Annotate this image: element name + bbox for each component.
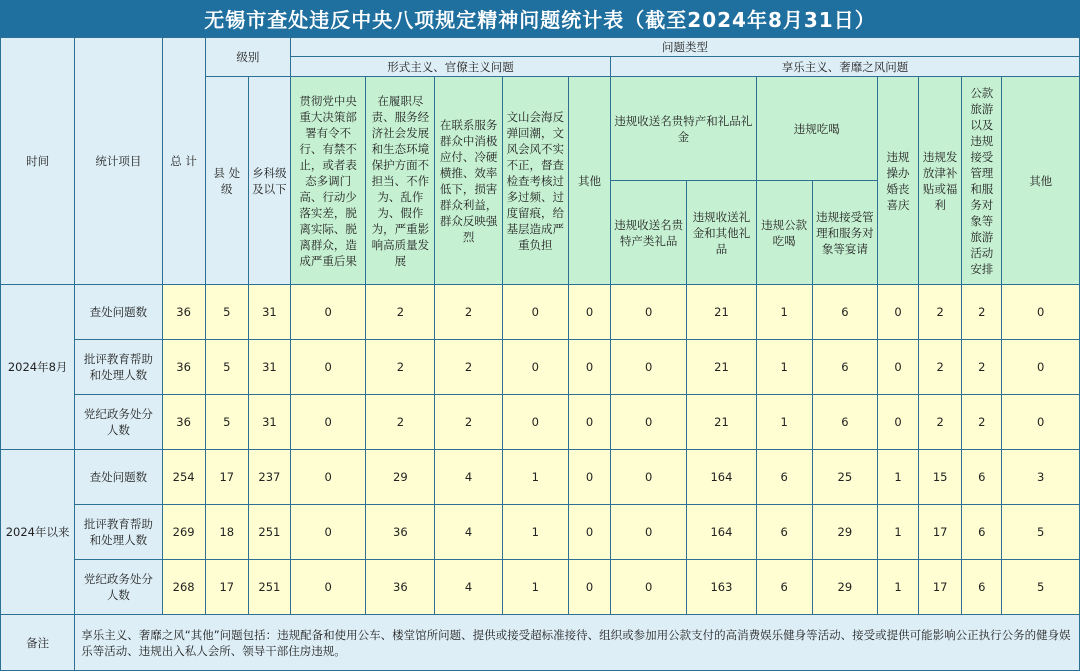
cell: 251 <box>248 560 290 615</box>
cell: 0 <box>1002 340 1080 395</box>
note-label: 备注 <box>1 615 75 671</box>
cell: 0 <box>611 560 687 615</box>
header-formalism-2: 在履职尽责、服务经济社会发展和生态环境保护方面不担当、不作为、乱作为、假作为，严重影响高质量发展 <box>366 77 435 285</box>
cell: 36 <box>162 285 205 340</box>
cell: 31 <box>248 285 290 340</box>
cell: 17 <box>919 505 962 560</box>
cell: 2 <box>962 395 1002 450</box>
cell: 1 <box>877 505 918 560</box>
cell: 2 <box>435 340 502 395</box>
header-formalism-other: 其他 <box>568 77 610 285</box>
cell: 29 <box>366 450 435 505</box>
cell: 2 <box>919 395 962 450</box>
cell: 0 <box>611 285 687 340</box>
header-wedding: 违规操办婚丧喜庆 <box>877 77 918 285</box>
header-hedonism-other: 其他 <box>1002 77 1080 285</box>
cell: 254 <box>162 450 205 505</box>
row-item: 批评教育帮助和处理人数 <box>75 505 162 560</box>
cell: 6 <box>756 505 812 560</box>
cell: 4 <box>435 450 502 505</box>
period-label: 2024年以来 <box>1 450 75 615</box>
cell: 6 <box>812 395 877 450</box>
cell: 0 <box>568 505 610 560</box>
cell: 5 <box>1002 505 1080 560</box>
header-formalism-1: 贯彻党中央重大决策部署有令不行、有禁不止，或者表态多调门高、行动少落实差，脱离实际、脱离群众，造成严重后果 <box>290 77 365 285</box>
cell: 21 <box>687 395 756 450</box>
row-item: 查处问题数 <box>75 450 162 505</box>
cell: 3 <box>1002 450 1080 505</box>
header-formalism-3: 在联系服务群众中消极应付、冷硬横推、效率低下，损害群众利益，群众反映强烈 <box>435 77 502 285</box>
cell: 2 <box>435 395 502 450</box>
header-allowance: 违规发放津补贴或福利 <box>919 77 962 285</box>
cell: 0 <box>877 340 918 395</box>
table-row <box>1 285 1080 340</box>
table-row <box>1 505 1080 560</box>
cell: 31 <box>248 340 290 395</box>
cell: 1 <box>877 450 918 505</box>
cell: 0 <box>290 450 365 505</box>
statistics-table <box>0 37 1080 671</box>
cell: 0 <box>290 285 365 340</box>
cell: 269 <box>162 505 205 560</box>
cell: 25 <box>812 450 877 505</box>
header-level: 级别 <box>205 38 290 77</box>
cell: 2 <box>919 285 962 340</box>
cell: 2 <box>962 340 1002 395</box>
cell: 0 <box>568 285 610 340</box>
cell: 164 <box>687 450 756 505</box>
cell: 0 <box>290 395 365 450</box>
table-title: 无锡市查处违反中央八项规定精神问题统计表（截至2024年8月31日） <box>0 0 1080 37</box>
cell: 36 <box>162 340 205 395</box>
header-problem-type: 问题类型 <box>290 38 1079 57</box>
cell: 17 <box>919 560 962 615</box>
header-gift-specialty: 违规收送名贵特产类礼品 <box>611 181 687 285</box>
header-dining-banquet: 违规接受管理和服务对象等宴请 <box>812 181 877 285</box>
cell: 0 <box>611 395 687 450</box>
cell: 6 <box>756 450 812 505</box>
cell: 36 <box>366 505 435 560</box>
cell: 0 <box>568 395 610 450</box>
cell: 0 <box>568 560 610 615</box>
cell: 2 <box>435 285 502 340</box>
cell: 29 <box>812 505 877 560</box>
header-township: 乡科级及以下 <box>248 77 290 285</box>
cell: 31 <box>248 395 290 450</box>
cell: 1 <box>756 285 812 340</box>
cell: 0 <box>1002 285 1080 340</box>
header-item: 统计项目 <box>75 38 162 285</box>
cell: 0 <box>877 285 918 340</box>
cell: 2 <box>919 340 962 395</box>
cell: 164 <box>687 505 756 560</box>
cell: 5 <box>205 340 248 395</box>
cell: 6 <box>962 505 1002 560</box>
header-county: 县 处级 <box>205 77 248 285</box>
row-item: 党纪政务处分人数 <box>75 395 162 450</box>
cell: 18 <box>205 505 248 560</box>
header-total: 总 计 <box>162 38 205 285</box>
cell: 1 <box>756 340 812 395</box>
cell: 6 <box>812 340 877 395</box>
cell: 0 <box>611 450 687 505</box>
cell: 17 <box>205 450 248 505</box>
cell: 6 <box>812 285 877 340</box>
cell: 0 <box>290 340 365 395</box>
cell: 2 <box>366 285 435 340</box>
table-row <box>1 340 1080 395</box>
table-row <box>1 450 1080 505</box>
cell: 36 <box>162 395 205 450</box>
cell: 17 <box>205 560 248 615</box>
cell: 0 <box>290 560 365 615</box>
period-label: 2024年8月 <box>1 285 75 450</box>
cell: 0 <box>502 340 568 395</box>
header-travel: 公款旅游以及违规接受管理和服务对象等旅游活动安排 <box>962 77 1002 285</box>
cell: 0 <box>611 505 687 560</box>
header-gift-cash: 违规收送礼金和其他礼品 <box>687 181 756 285</box>
cell: 0 <box>568 340 610 395</box>
cell: 1 <box>502 560 568 615</box>
header-formalism-4: 文山会海反弹回潮，文风会风不实不正，督查检查考核过多过频、过度留痕，给基层造成严重负担 <box>502 77 568 285</box>
table-row <box>1 560 1080 615</box>
row-item: 党纪政务处分人数 <box>75 560 162 615</box>
cell: 0 <box>290 505 365 560</box>
cell: 4 <box>435 505 502 560</box>
cell: 0 <box>502 395 568 450</box>
header-hedonism: 享乐主义、奢靡之风问题 <box>611 57 1080 77</box>
cell: 1 <box>756 395 812 450</box>
header-dining-public: 违规公款吃喝 <box>756 181 812 285</box>
cell: 2 <box>366 395 435 450</box>
cell: 0 <box>502 285 568 340</box>
cell: 0 <box>1002 395 1080 450</box>
cell: 1 <box>877 560 918 615</box>
cell: 36 <box>366 560 435 615</box>
cell: 268 <box>162 560 205 615</box>
cell: 0 <box>568 450 610 505</box>
table-row <box>1 395 1080 450</box>
cell: 29 <box>812 560 877 615</box>
cell: 6 <box>962 560 1002 615</box>
cell: 5 <box>205 285 248 340</box>
cell: 5 <box>1002 560 1080 615</box>
cell: 1 <box>502 450 568 505</box>
note-text: 享乐主义、奢靡之风“其他”问题包括：违规配备和使用公车、楼堂馆所问题、提供或接受超标准接待、组织或参加用公款支付的高消费娱乐健身等活动、接受或提供可能影响公正执行公务的健身娱乐等活动、违规出入私人会所、领导干部住房违规。 <box>75 615 1080 671</box>
cell: 2 <box>366 340 435 395</box>
cell: 251 <box>248 505 290 560</box>
row-item: 查处问题数 <box>75 285 162 340</box>
cell: 1 <box>502 505 568 560</box>
cell: 0 <box>611 340 687 395</box>
cell: 0 <box>877 395 918 450</box>
cell: 163 <box>687 560 756 615</box>
cell: 4 <box>435 560 502 615</box>
cell: 6 <box>962 450 1002 505</box>
row-item: 批评教育帮助和处理人数 <box>75 340 162 395</box>
cell: 21 <box>687 340 756 395</box>
cell: 6 <box>756 560 812 615</box>
header-time: 时间 <box>1 38 75 285</box>
header-gift: 违规收送名贵特产和礼品礼金 <box>611 77 757 181</box>
cell: 5 <box>205 395 248 450</box>
cell: 237 <box>248 450 290 505</box>
header-formalism: 形式主义、官僚主义问题 <box>290 57 610 77</box>
cell: 15 <box>919 450 962 505</box>
cell: 21 <box>687 285 756 340</box>
header-dining: 违规吃喝 <box>756 77 877 181</box>
cell: 2 <box>962 285 1002 340</box>
